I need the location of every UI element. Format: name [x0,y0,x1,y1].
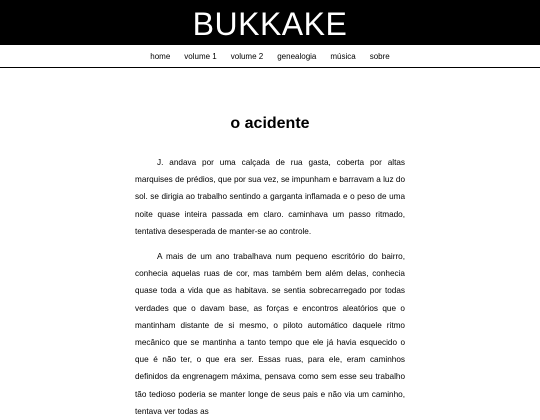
site-header [0,0,540,45]
nav-item-musica[interactable]: música [330,52,356,61]
page-title: o acidente [230,115,310,132]
article-paragraph-1: J. andava por uma calçada de rua gasta, coberta por altas marquises de prédios, que por sua vez, se impunham e barravam a luz do sol. se dirigia ao trabalho sentindo a garganta inflamada e o peso de uma noite quase inteira passada em claro. caminhava um passo ritmado, tentativa desesperada de manter-se ao controle. [135,158,405,236]
nav-item-home[interactable]: home [150,52,171,61]
site-title[interactable]: BUKKAKE [192,5,348,42]
nav-item-volume-1[interactable]: volume 1 [184,52,217,61]
main-nav [0,45,540,68]
nav-item-genealogia[interactable]: genealogia [277,52,317,61]
nav-item-volume-2[interactable]: volume 2 [230,52,264,61]
article [135,114,405,420]
article-paragraph-2: A mais de um ano trabalhava num pequeno escritório do bairro, conhecia aquelas ruas de cor, mas também bem além delas, conhecia quase toda a vida que as habitava. se sentia sobrecarregado por todas verdades que o davam base, as forças e encontros aleatórios que o mantinham distante de si mesmo, o piloto automático daquele ritmo mecânico que se mantinha a tanto tempo que ele já havia esquecido o que é não ter, o que era ser. Essas ruas, para ele, eram caminhos definidos da engrenagem máxima, pensava como sem esse seu trabalho tão tedioso poderia se manter longe de seus pais e não via um caminho, tentava ver todas as [135,252,405,416]
nav-item-sobre[interactable]: sobre [369,52,390,61]
